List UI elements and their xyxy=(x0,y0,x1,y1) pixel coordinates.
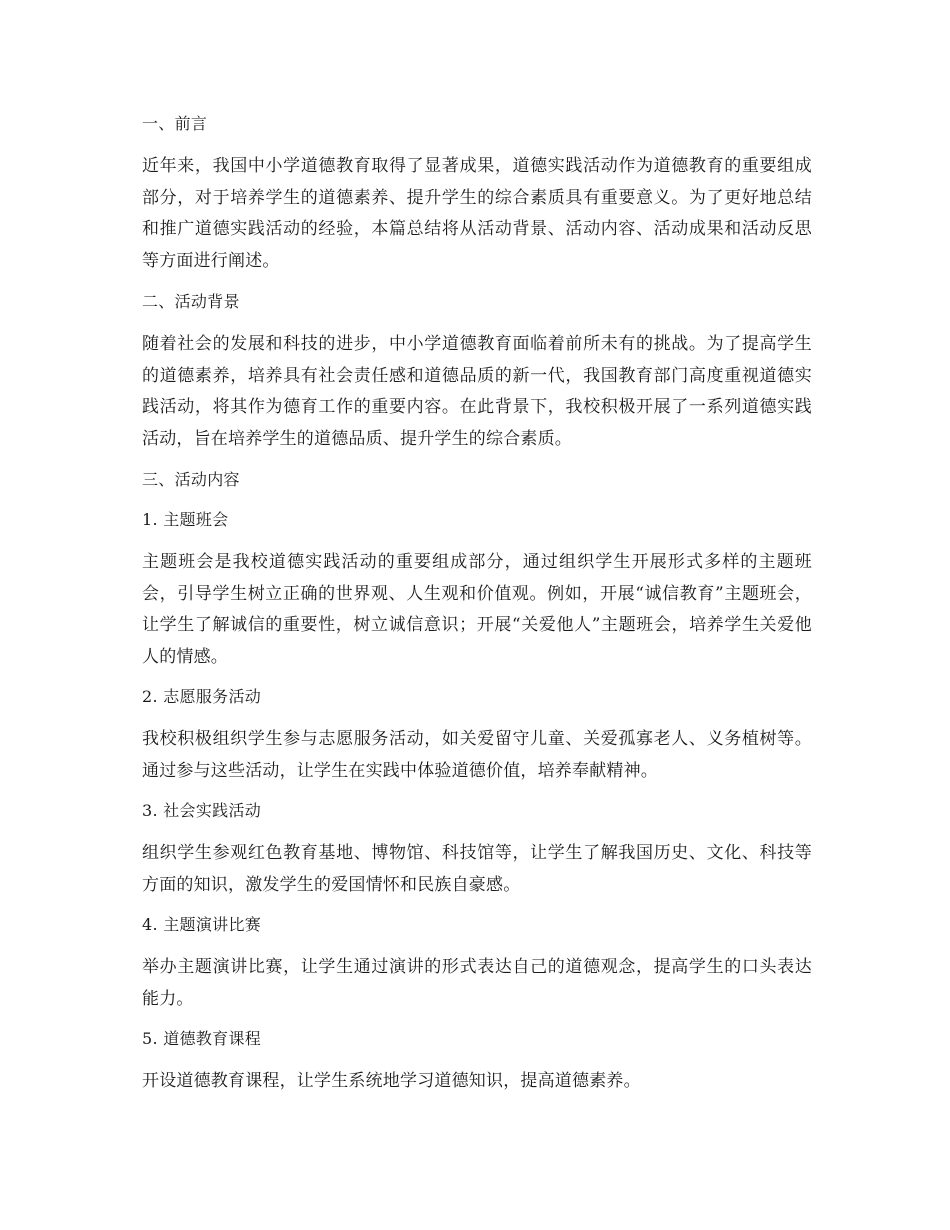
subheading-theme-class-meeting: 1. 主题班会 xyxy=(142,510,229,529)
section-heading-content: 三、活动内容 xyxy=(142,470,240,489)
paragraph-social-practice: 组织学生参观红色教育基地、博物馆、科技馆等，让学生了解我国历史、文化、科技等方面的知识，激发学生的爱国情怀和民族自豪感。 xyxy=(142,843,812,895)
document-body xyxy=(142,111,812,1109)
subheading-social-practice: 3. 社会实践活动 xyxy=(142,801,262,820)
paragraph-background: 随着社会的发展和科技的进步，中小学道德教育面临着前所未有的挑战。为了提高学生的道德素养，培养具有社会责任感和道德品质的新一代，我国教育部门高度重视道德实践活动，将其作为德育工作的重要内容。在此背景下，我校积极开展了一系列道德实践活动，旨在培养学生的道德品质、提升学生的综合素质。 xyxy=(142,334,812,449)
subheading-moral-course: 5. 道德教育课程 xyxy=(142,1029,262,1048)
subheading-volunteer-service: 2. 志愿服务活动 xyxy=(142,687,262,706)
paragraph-theme-class-meeting: 主题班会是我校道德实践活动的重要组成部分，通过组织学生开展形式多样的主题班会，引导学生树立正确的世界观、人生观和价值观。例如，开展“诚信教育”主题班会，让学生了解诚信的重要性，树立诚信意识；开展“关爱他人”主题班会，培养学生关爱他人的情感。 xyxy=(142,552,812,667)
section-heading-preface: 一、前言 xyxy=(142,114,208,133)
paragraph-volunteer-service: 我校积极组织学生参与志愿服务活动，如关爱留守儿童、关爱孤寡老人、义务植树等。通过参与这些活动，让学生在实践中体验道德价值，培养奉献精神。 xyxy=(142,729,812,781)
section-heading-background: 二、活动背景 xyxy=(142,292,240,311)
subheading-speech-contest: 4. 主题演讲比赛 xyxy=(142,915,262,934)
paragraph-speech-contest: 举办主题演讲比赛，让学生通过演讲的形式表达自己的道德观念，提高学生的口头表达能力。 xyxy=(142,957,812,1009)
paragraph-preface: 近年来，我国中小学道德教育取得了显著成果，道德实践活动作为道德教育的重要组成部分，对于培养学生的道德素养、提升学生的综合素质具有重要意义。为了更好地总结和推广道德实践活动的经验，本篇总结将从活动背景、活动内容、活动成果和活动反思等方面进行阐述。 xyxy=(142,156,812,271)
paragraph-moral-course: 开设道德教育课程，让学生系统地学习道德知识，提高道德素养。 xyxy=(142,1071,641,1091)
